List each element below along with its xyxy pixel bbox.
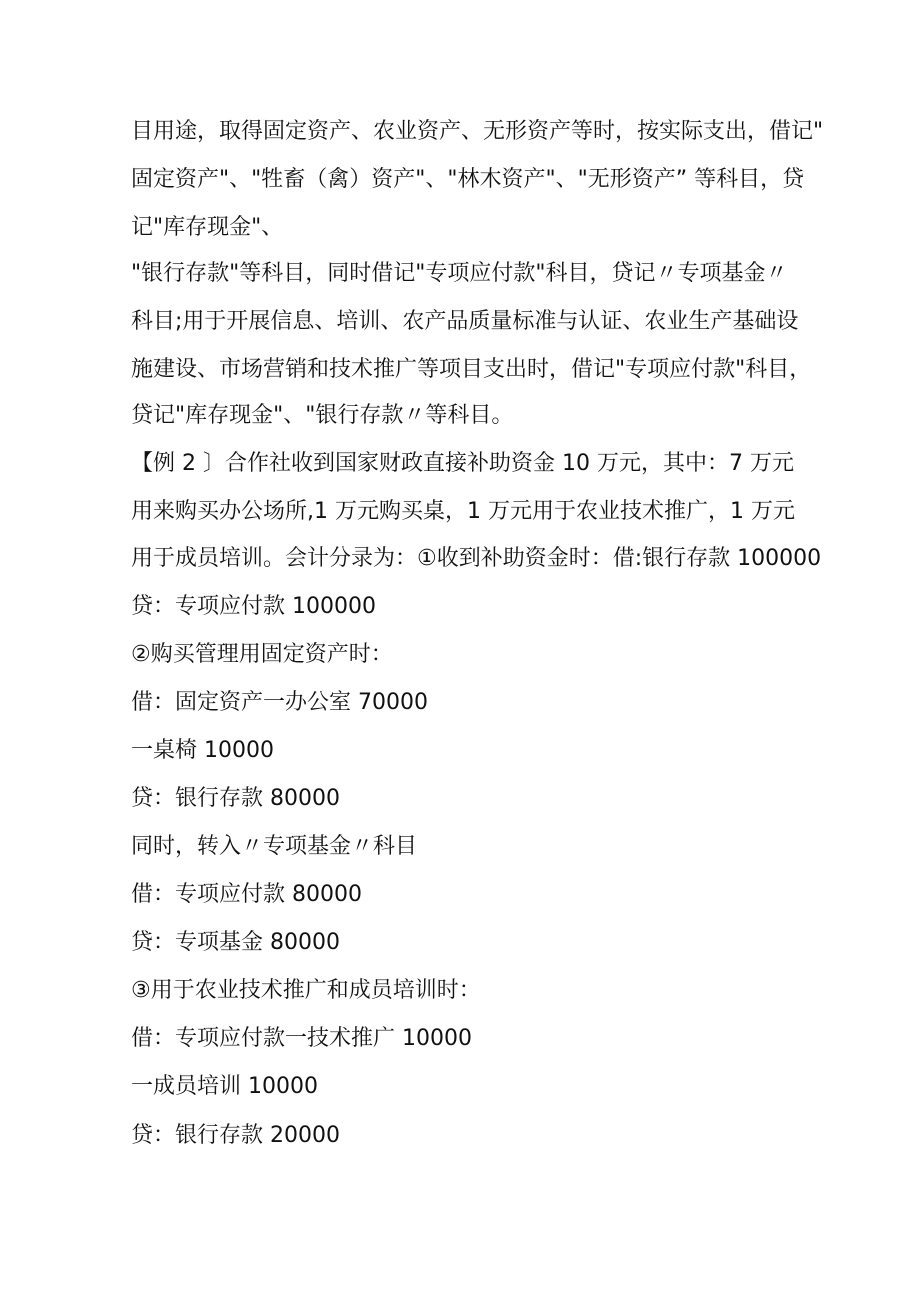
text-line: 科目;用于开展信息、培训、农产品质量标准与认证、农业生产基础设	[131, 309, 799, 334]
text-line: "银行存款"等科目，同时借记"专项应付款"科目，贷记〃专项基金〃	[131, 261, 788, 286]
text-line: 贷记"库存现金"、"银行存款〃等科目。	[131, 403, 514, 428]
entry-line: 借：专项应付款 80000	[131, 882, 362, 907]
entry-line: 一成员培训 10000	[131, 1074, 318, 1099]
entry-line: 贷：银行存款 80000	[131, 786, 340, 811]
text-line: 记"库存现金"、	[131, 215, 284, 240]
text-line: 用来购买办公场所,1 万元购买桌，1 万元用于农业技术推广，1 万元	[131, 499, 795, 524]
entry-line: 贷：专项基金 80000	[131, 930, 340, 955]
entry-line: 一桌椅 10000	[131, 738, 274, 763]
entry-line: 借：固定资产一办公室 70000	[131, 690, 428, 715]
entry-line: ③用于农业技术推广和成员培训时：	[131, 978, 481, 1003]
entry-line: 借：专项应付款一技术推广 10000	[131, 1026, 472, 1051]
entry-line: 贷：银行存款 20000	[131, 1123, 340, 1148]
entry-line: ②购买管理用固定资产时：	[131, 642, 393, 667]
text-line: 施建设、市场营销和技术推广等项目支出时，借记"专项应付款"科目，	[131, 357, 812, 382]
example-heading-line: 【例 2 〕合作社收到国家财政直接补助资金 10 万元，其中：7 万元	[131, 451, 794, 476]
entry-line: 同时，转入〃专项基金〃科目	[131, 834, 418, 859]
text-line: 目用途，取得固定资产、农业资产、无形资产等时，按实际支出，借记"	[131, 119, 824, 144]
entry-line: 贷：专项应付款 100000	[131, 594, 376, 619]
text-line: 固定资产"、"牲畜（禽）资产"、"林木资产"、"无形资产” 等科目，贷	[131, 167, 805, 192]
text-line: 用于成员培训。会计分录为：①收到补助资金时：借:银行存款 100000	[131, 546, 822, 571]
